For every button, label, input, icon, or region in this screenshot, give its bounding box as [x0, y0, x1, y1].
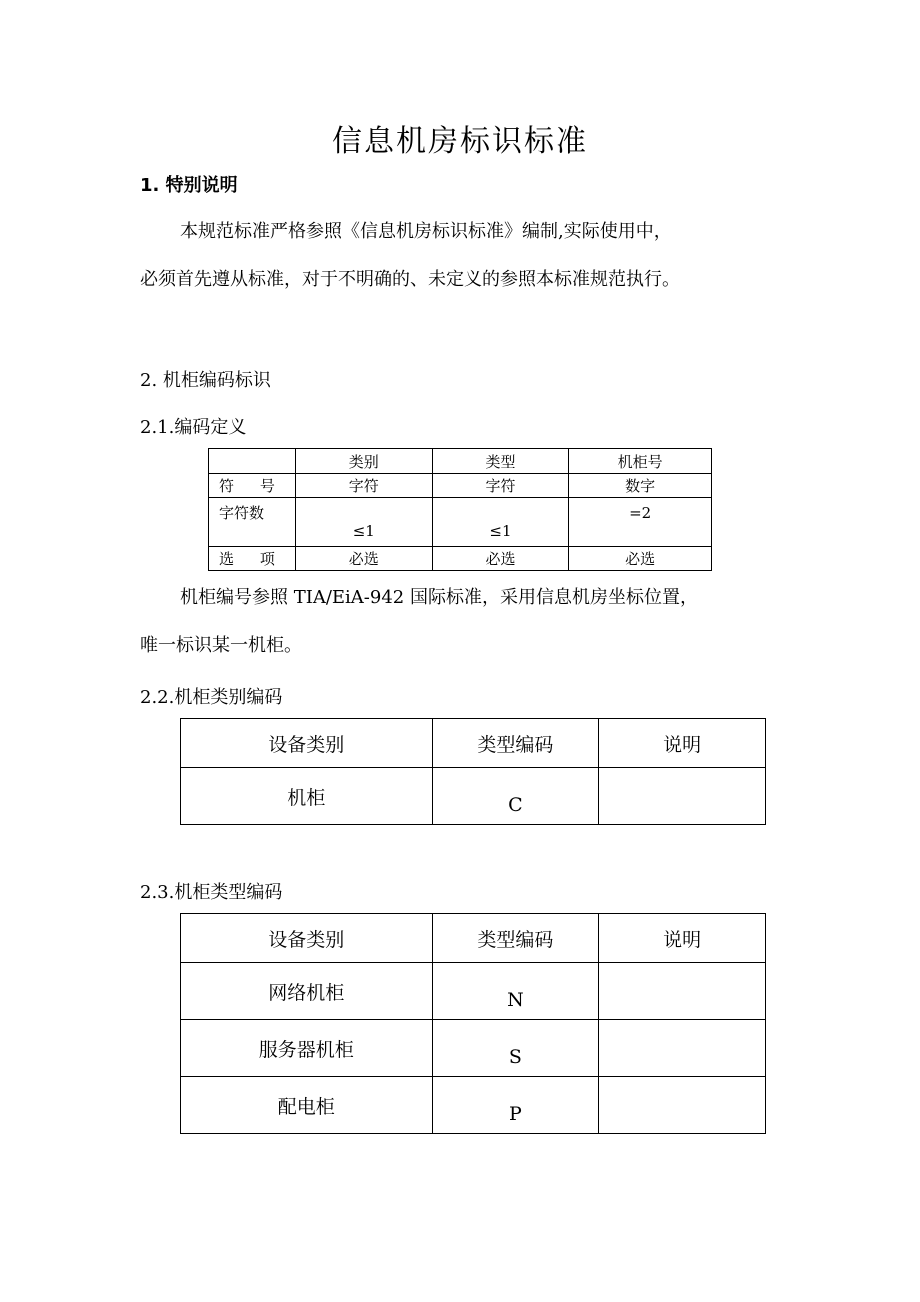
encoding-definition-table	[208, 448, 712, 571]
table-cell: 字符	[432, 474, 569, 498]
table-header-cell: 说明	[599, 914, 766, 963]
section-2-1-note-line-1: 机柜编号参照 TIA/EiA-942 国际标准，采用信息机房坐标位置，	[180, 587, 698, 608]
table-row-label: 符 号	[209, 474, 296, 498]
table-row	[209, 498, 712, 547]
table-cell: C	[432, 768, 599, 825]
table-header-cell: 类别	[295, 449, 432, 474]
table-cell: 必选	[569, 547, 712, 571]
section-1-heading: 1. 特别说明	[140, 175, 238, 196]
section-2-2-heading: 2.2.机柜类别编码	[140, 687, 283, 708]
section-1-paragraph-line-2: 必须首先遵从标准，对于不明确的、未定义的参照本标准规范执行。	[140, 269, 680, 290]
table-header-cell: 说明	[599, 719, 766, 768]
table-row	[181, 719, 766, 768]
table-row	[209, 474, 712, 498]
table-cell: 机柜	[181, 768, 433, 825]
table-cell: 必选	[295, 547, 432, 571]
table-cell	[599, 963, 766, 1020]
table-cell: 服务器机柜	[181, 1020, 433, 1077]
table-row	[209, 547, 712, 571]
table-row	[209, 449, 712, 474]
table-cell: S	[432, 1020, 599, 1077]
cabinet-type-table	[180, 913, 766, 1134]
table-header-cell: 类型	[432, 449, 569, 474]
table-header-cell: 机柜号	[569, 449, 712, 474]
table-cell: P	[432, 1077, 599, 1134]
table-cell	[209, 449, 296, 474]
table-cell: ≤1	[432, 498, 569, 547]
section-2-1-heading: 2.1.编码定义	[140, 417, 247, 438]
section-2-3-heading: 2.3.机柜类型编码	[140, 882, 283, 903]
table-cell: 必选	[432, 547, 569, 571]
table-cell: 网络机柜	[181, 963, 433, 1020]
table-cell: 数字	[569, 474, 712, 498]
table-header-cell: 类型编码	[432, 719, 599, 768]
table-cell: 字符	[295, 474, 432, 498]
page-title: 信息机房标识标准	[332, 124, 588, 159]
table-row	[181, 1077, 766, 1134]
cabinet-category-table	[180, 718, 766, 825]
table-cell	[599, 1077, 766, 1134]
table-header-cell: 设备类别	[181, 914, 433, 963]
table-cell: =2	[569, 498, 712, 547]
table-row-label: 字符数	[209, 498, 296, 547]
table-row	[181, 963, 766, 1020]
table-cell	[599, 1020, 766, 1077]
table-cell	[599, 768, 766, 825]
table-header-cell: 类型编码	[432, 914, 599, 963]
table-row	[181, 1020, 766, 1077]
table-row	[181, 914, 766, 963]
table-row-label: 选 项	[209, 547, 296, 571]
table-header-cell: 设备类别	[181, 719, 433, 768]
section-2-heading: 2. 机柜编码标识	[140, 370, 271, 391]
table-cell: 配电柜	[181, 1077, 433, 1134]
table-cell: ≤1	[295, 498, 432, 547]
table-cell: N	[432, 963, 599, 1020]
section-1-paragraph-line-1: 本规范标准严格参照《信息机房标识标准》编制,实际使用中，	[180, 221, 672, 242]
section-2-1-note-line-2: 唯一标识某一机柜。	[140, 635, 302, 656]
table-row	[181, 768, 766, 825]
